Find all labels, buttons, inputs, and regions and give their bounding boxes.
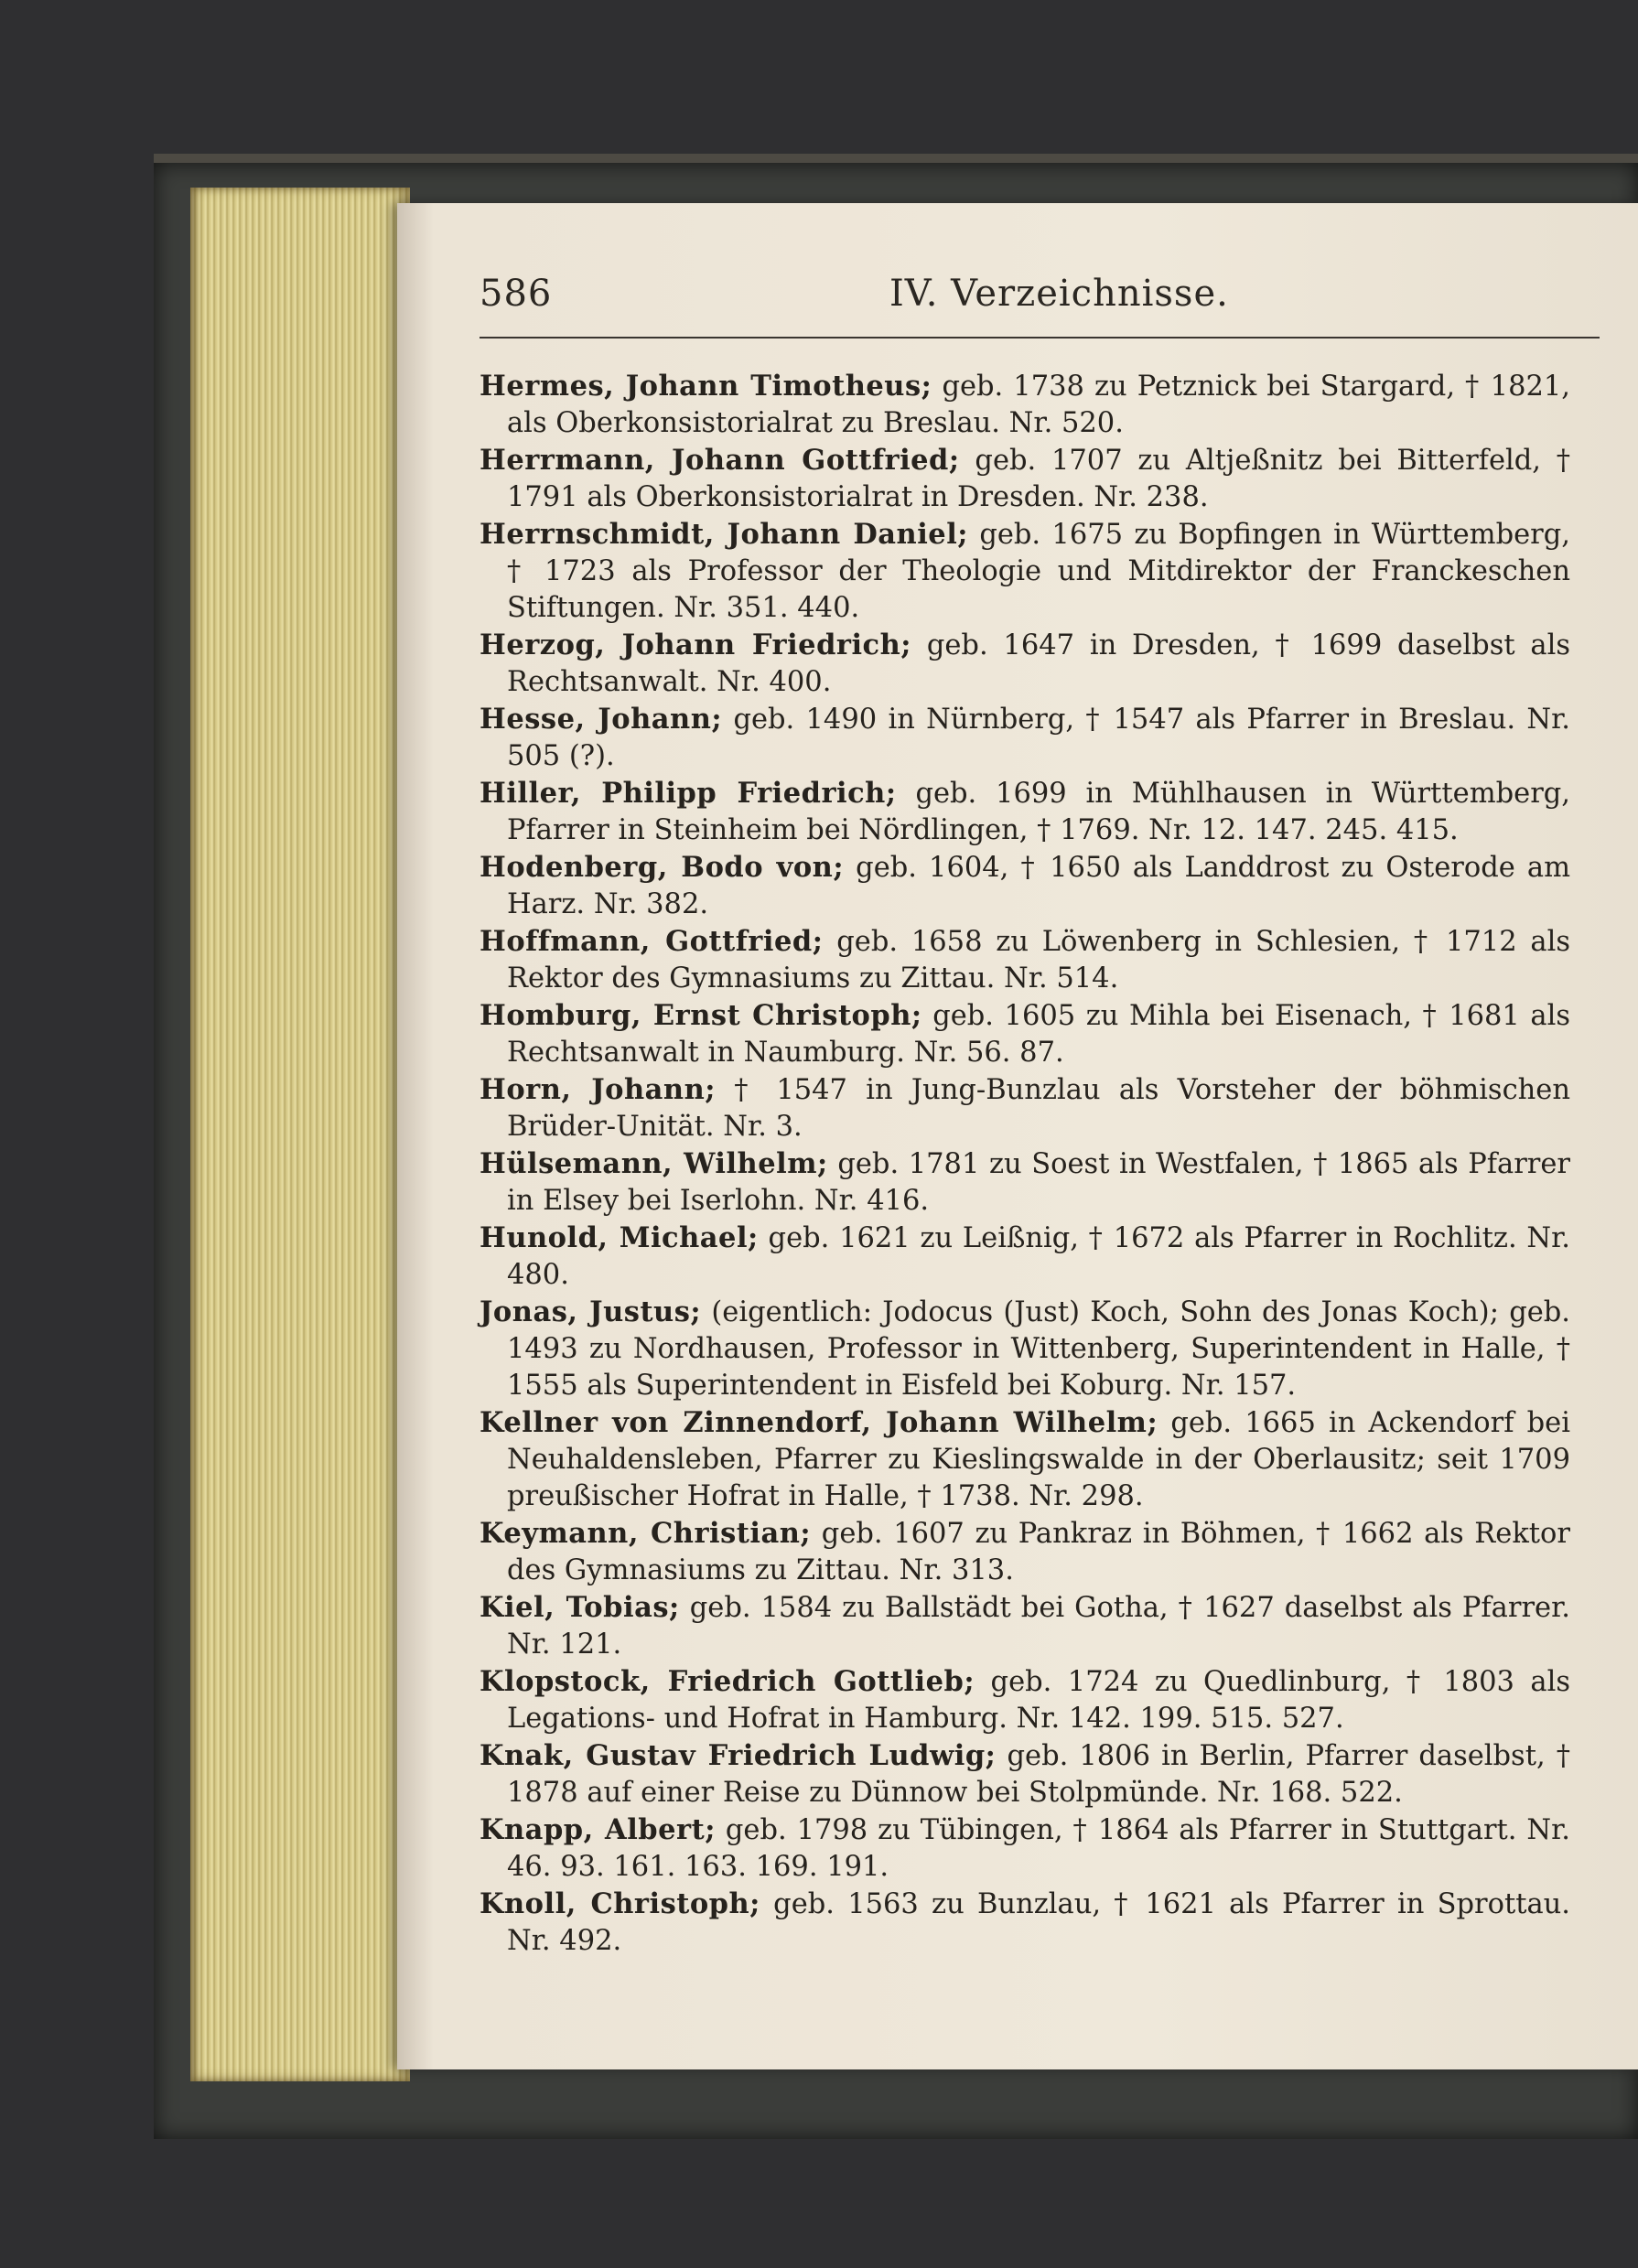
entry-name: Homburg, Ernst Christoph; xyxy=(480,999,922,1032)
page-header xyxy=(480,273,1600,339)
list-item xyxy=(480,849,1570,923)
entry-name: Hesse, Johann; xyxy=(480,703,723,736)
list-item xyxy=(480,775,1570,849)
entry-text: geb. 1584 zu Ballstädt bei Gotha, † 1627 daselbst als Pfarrer. Nr. 121. xyxy=(507,1592,1570,1661)
book-page xyxy=(397,203,1638,2069)
page-edges xyxy=(190,188,410,2081)
list-item xyxy=(480,997,1570,1071)
entry-text: geb. 1806 in Berlin, Pfarrer daselbst, † 1878 auf einer Reise zu Dünnow bei Stolpmünde. Nr. 168. 522. xyxy=(507,1740,1570,1809)
entry-text: geb. 1699 in Mühlhausen in Württemberg, Pfarrer in Steinheim bei Nördlingen, † 1769. Nr. 12. 147. 245. 415. xyxy=(507,778,1570,846)
entry-text: geb. 1798 zu Tübingen, † 1864 als Pfarrer in Stuttgart. Nr. 46. 93. 161. 163. 169. 191. xyxy=(507,1814,1571,1883)
entry-text: geb. 1675 zu Bopfingen in Württemberg, † 1723 als Professor der Theologie und Mitdirektor der Franckeschen Stiftungen. Nr. 351. 440. xyxy=(507,519,1570,624)
entry-list xyxy=(480,368,1570,1960)
running-head: IV. Verzeichnisse. xyxy=(889,273,1229,315)
entry-name: Hoffmann, Gottfried; xyxy=(480,925,824,958)
list-item xyxy=(480,1663,1570,1737)
entry-name: Herzog, Johann Friedrich; xyxy=(480,629,912,661)
entry-name: Knoll, Christoph; xyxy=(480,1887,760,1920)
entry-name: Hülsemann, Wilhelm; xyxy=(480,1147,828,1180)
entry-text: † 1547 in Jung-Bunzlau als Vorsteher der böhmischen Brüder-Unität. Nr. 3. xyxy=(507,1074,1570,1143)
entry-text: geb. 1607 zu Pankraz in Böhmen, † 1662 als Rektor des Gymnasiums zu Zittau. Nr. 313. xyxy=(507,1518,1570,1586)
entry-text: geb. 1563 zu Bunzlau, † 1621 als Pfarrer in Sprottau. Nr. 492. xyxy=(507,1888,1571,1957)
list-item xyxy=(480,1737,1570,1811)
entry-name: Jonas, Justus; xyxy=(480,1295,702,1328)
entry-text: geb. 1604, † 1650 als Landdrost zu Osterode am Harz. Nr. 382. xyxy=(507,852,1571,920)
entry-name: Kiel, Tobias; xyxy=(480,1591,680,1624)
list-item xyxy=(480,1294,1570,1404)
entry-name: Herrnschmidt, Johann Daniel; xyxy=(480,518,969,551)
list-item xyxy=(480,442,1570,516)
list-item xyxy=(480,1589,1570,1663)
entry-name: Klopstock, Friedrich Gottlieb; xyxy=(480,1665,975,1698)
list-item xyxy=(480,1404,1570,1515)
entry-name: Hiller, Philipp Friedrich; xyxy=(480,777,897,810)
entry-name: Kellner von Zinnendorf, Johann Wilhelm; xyxy=(480,1406,1158,1439)
entry-name: Horn, Johann; xyxy=(480,1073,717,1106)
entry-text: geb. 1724 zu Quedlinburg, † 1803 als Legations- und Hofrat in Hamburg. Nr. 142. 199. 515. 527. xyxy=(507,1666,1570,1735)
entry-text: geb. 1738 zu Petznick bei Stargard, † 1821, als Oberkonsistorialrat zu Breslau. Nr. 520. xyxy=(507,371,1570,439)
list-item xyxy=(480,1811,1570,1886)
entry-text: geb. 1621 zu Leißnig, † 1672 als Pfarrer in Rochlitz. Nr. 480. xyxy=(507,1222,1570,1291)
entry-text: geb. 1658 zu Löwenberg in Schlesien, † 1712 als Rektor des Gymnasiums zu Zittau. Nr. 514. xyxy=(507,926,1571,994)
list-item xyxy=(480,923,1570,997)
list-item xyxy=(480,701,1570,775)
list-item xyxy=(480,1220,1570,1294)
entry-name: Keymann, Christian; xyxy=(480,1517,812,1550)
entry-name: Knapp, Albert; xyxy=(480,1813,716,1846)
page-number: 586 xyxy=(480,273,553,315)
entry-text: geb. 1781 zu Soest in Westfalen, † 1865 als Pfarrer in Elsey bei Iserlohn. Nr. 416. xyxy=(507,1148,1570,1217)
entry-name: Hunold, Michael; xyxy=(480,1221,759,1254)
list-item xyxy=(480,1071,1570,1145)
entry-text: geb. 1707 zu Altjeßnitz bei Bitterfeld, † 1791 als Oberkonsistorialrat in Dresden. Nr. 238. xyxy=(507,445,1571,513)
list-item xyxy=(480,1145,1570,1220)
entry-text: geb. 1665 in Ackendorf bei Neuhaldensleben, Pfarrer zu Kieslingswalde in der Oberlausitz; seit 1709 preußischer Hofrat in Halle, † 1738. Nr. 298. xyxy=(507,1407,1570,1512)
entry-text: (eigentlich: Jodocus (Just) Koch, Sohn des Jonas Koch); geb. 1493 zu Nordhausen, Professor in Wittenberg, Superintendent in Halle, † 1555 als Superintendent in Eisfeld bei Koburg. Nr. 157. xyxy=(507,1296,1571,1402)
list-item xyxy=(480,627,1570,701)
entry-text: geb. 1647 in Dresden, † 1699 daselbst als Rechtsanwalt. Nr. 400. xyxy=(507,629,1570,698)
entry-name: Knak, Gustav Friedrich Ludwig; xyxy=(480,1739,997,1772)
entry-text: geb. 1490 in Nürnberg, † 1547 als Pfarrer in Breslau. Nr. 505 (?). xyxy=(507,704,1570,772)
entry-name: Hodenberg, Bodo von; xyxy=(480,851,845,884)
list-item xyxy=(480,516,1570,627)
list-item xyxy=(480,368,1570,442)
list-item xyxy=(480,1886,1570,1960)
entry-text: geb. 1605 zu Mihla bei Eisenach, † 1681 als Rechtsanwalt in Naumburg. Nr. 56. 87. xyxy=(507,1000,1570,1069)
entry-name: Herrmann, Johann Gottfried; xyxy=(480,444,960,477)
entry-name: Hermes, Johann Timotheus; xyxy=(480,370,932,403)
list-item xyxy=(480,1515,1570,1589)
